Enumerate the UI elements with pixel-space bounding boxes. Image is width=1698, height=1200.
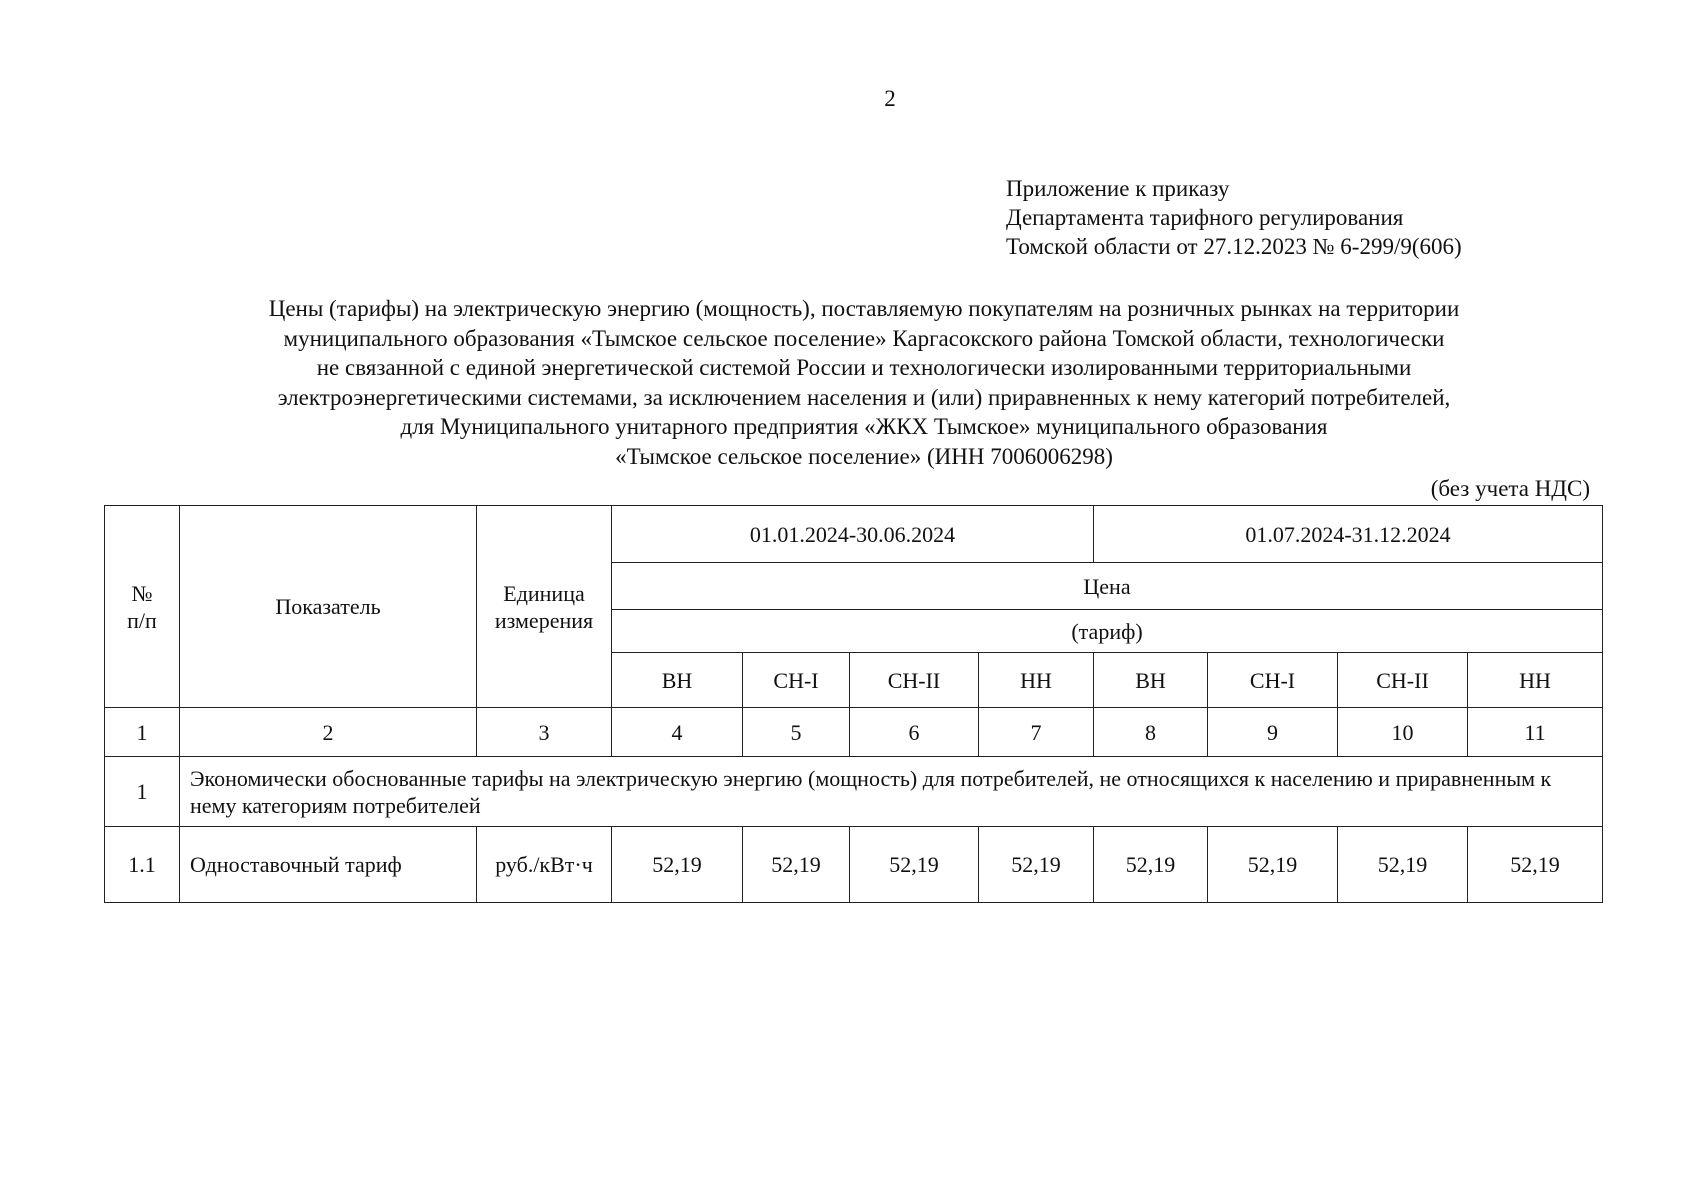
header-level: НН xyxy=(979,653,1094,708)
title-line: для Муниципального унитарного предприятия «ЖКХ Тымское» муниципального образования xyxy=(400,414,1328,439)
title-line: «Тымское сельское поселение» (ИНН 7006006298) xyxy=(615,443,1113,469)
column-number: 4 xyxy=(612,708,743,757)
title-line: не связанной с единой энергетической системой России и технологически изолированными территориальными xyxy=(316,355,1412,380)
row-value: 52,19 xyxy=(1208,827,1338,903)
header-level: СН-I xyxy=(1208,653,1338,708)
column-number: 7 xyxy=(979,708,1094,757)
row-indicator: Одноставочный тариф xyxy=(180,827,477,903)
header-price: Цена xyxy=(612,563,1603,610)
column-number: 11 xyxy=(1468,708,1603,757)
title-line: муниципального образования «Тымское сельское поселение» Каргасокского района Томской области, технологически xyxy=(283,325,1445,351)
appendix-line: Томской области от 27.12.2023 № 6-299/9(606) xyxy=(1006,234,1462,259)
appendix-line: Департамента тарифного регулирования xyxy=(1006,205,1404,230)
header-level: СН-I xyxy=(743,653,850,708)
row-value: 52,19 xyxy=(1094,827,1208,903)
row-value: 52,19 xyxy=(850,827,979,903)
row-num: 1.1 xyxy=(105,827,180,903)
header-period-2: 01.07.2024-31.12.2024 xyxy=(1094,506,1603,563)
column-number: 2 xyxy=(180,708,477,757)
row-unit: руб./кВт·ч xyxy=(477,827,612,903)
section-text: Экономически обоснованные тарифы на электрическую энергию (мощность) для потребителей, не относящихся к населению и приравненным к нему категориям потребителей xyxy=(180,757,1603,827)
vat-note: (без учета НДС) xyxy=(1430,476,1590,501)
header-level: ВН xyxy=(1094,653,1208,708)
header-indicator: Показатель xyxy=(180,506,477,708)
header-period-1: 01.01.2024-30.06.2024 xyxy=(612,506,1094,563)
column-number: 1 xyxy=(105,708,180,757)
header-row-periods xyxy=(105,506,1603,563)
header-level: ВН xyxy=(612,653,743,708)
row-value: 52,19 xyxy=(979,827,1094,903)
column-number: 6 xyxy=(850,708,979,757)
page-number: 2 xyxy=(884,86,896,111)
header-level: СН-II xyxy=(850,653,979,708)
title-line: Цены (тарифы) на электрическую энергию (мощность), поставляемую покупателям на розничных рынках на территории xyxy=(268,296,1460,321)
column-number: 8 xyxy=(1094,708,1208,757)
section-num: 1 xyxy=(105,757,180,827)
column-number: 5 xyxy=(743,708,850,757)
appendix-block xyxy=(1006,174,1462,261)
header-num: № п/п xyxy=(105,506,180,708)
header-level: СН-II xyxy=(1338,653,1468,708)
column-number: 10 xyxy=(1338,708,1468,757)
appendix-line: Приложение к приказу xyxy=(1006,176,1230,201)
row-value: 52,19 xyxy=(612,827,743,903)
header-tariff: (тариф) xyxy=(612,610,1603,653)
table-row xyxy=(105,827,1603,903)
document-title xyxy=(100,294,1628,471)
row-value: 52,19 xyxy=(743,827,850,903)
header-level: НН xyxy=(1468,653,1603,708)
column-number: 9 xyxy=(1208,708,1338,757)
column-number: 3 xyxy=(477,708,612,757)
section-row xyxy=(105,757,1603,827)
tariff-table xyxy=(104,505,1603,903)
row-value: 52,19 xyxy=(1338,827,1468,903)
column-number-row xyxy=(105,708,1603,757)
header-unit: Единица измерения xyxy=(477,506,612,708)
title-line: электроэнергетическими системами, за исключением населения и (или) приравненных к нему категорий потребителей, xyxy=(277,384,1451,410)
row-value: 52,19 xyxy=(1468,827,1603,903)
